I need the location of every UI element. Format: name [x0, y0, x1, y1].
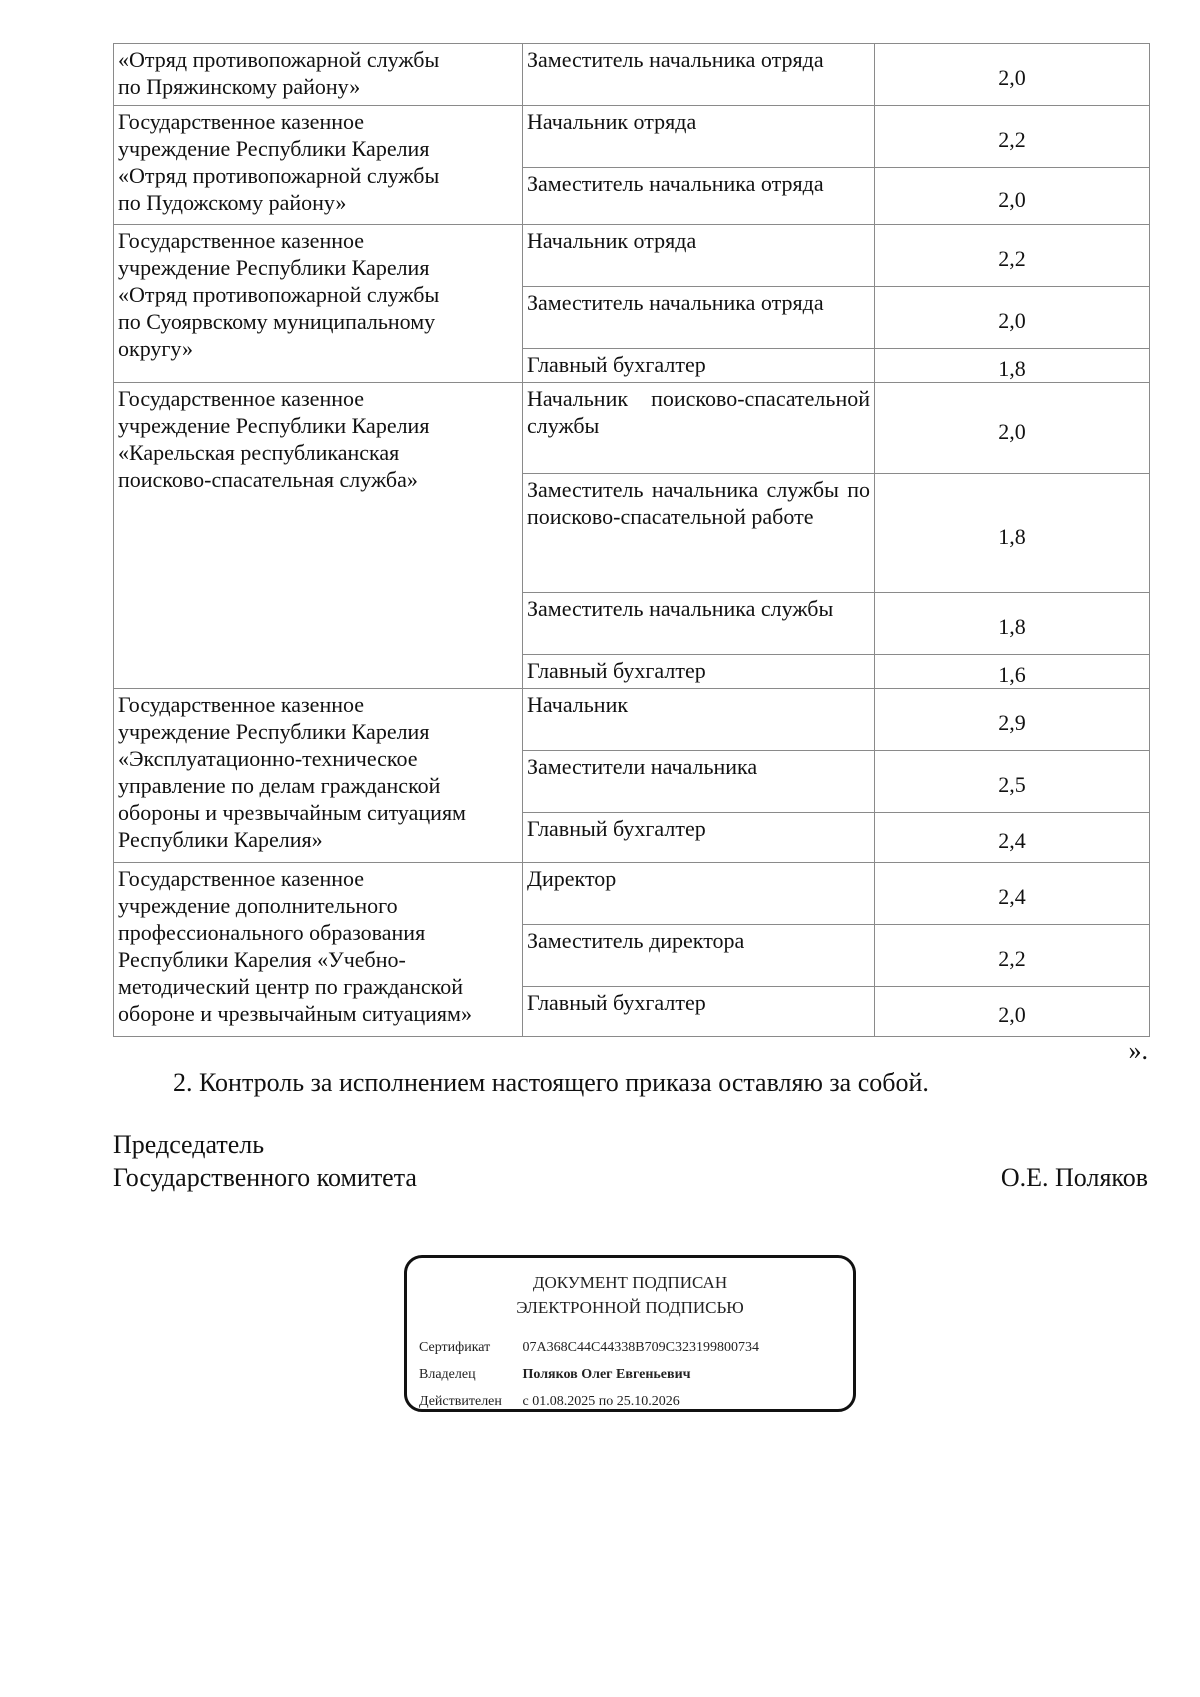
- coefficient-cell: 1,8: [875, 593, 1150, 655]
- table-row: [114, 44, 1150, 106]
- coefficient-cell: 2,4: [875, 813, 1150, 863]
- organization-cell: Государственное казенное учреждение Республики Карелия «Карельская республиканская поисково-спасательная служба»: [114, 383, 523, 689]
- coefficient-cell: 2,0: [875, 287, 1150, 349]
- coefficient-cell: 2,9: [875, 689, 1150, 751]
- coefficient-cell: 2,5: [875, 751, 1150, 813]
- validity-label: Действителен: [419, 1394, 502, 1409]
- stamp-certificate-row: [419, 1334, 853, 1361]
- organization-cell: Государственное казенное учреждение Республики Карелия «Эксплуатационно-техническое управление по делам гражданской обороны и чрезвычайным ситуациям Республики Карелия»: [114, 689, 523, 863]
- electronic-signature-stamp: [404, 1255, 856, 1412]
- table-row: [114, 106, 1150, 168]
- position-cell: Заместитель начальника отряда: [523, 287, 875, 349]
- position-cell: Заместитель директора: [523, 925, 875, 987]
- stamp-details: [419, 1334, 853, 1415]
- table-row: [114, 863, 1150, 925]
- position-cell: Главный бухгалтер: [523, 813, 875, 863]
- certificate-label: Сертификат: [419, 1340, 491, 1355]
- position-cell: Начальник: [523, 689, 875, 751]
- owner-value: Поляков Олег Евгеньевич: [522, 1367, 691, 1382]
- position-cell: Главный бухгалтер: [523, 987, 875, 1037]
- position-cell: Начальник отряда: [523, 225, 875, 287]
- validity-value: с 01.08.2025 по 25.10.2026: [522, 1394, 680, 1409]
- coefficient-cell: 1,8: [875, 474, 1150, 593]
- organization-cell: Государственное казенное учреждение Республики Карелия «Отряд противопожарной службы по Суоярвскому муниципальному округу»: [114, 225, 523, 383]
- table-row: [114, 383, 1150, 474]
- organization-cell: Государственное казенное учреждение Республики Карелия «Отряд противопожарной службы по Пудожскому району»: [114, 106, 523, 225]
- position-cell: Директор: [523, 863, 875, 925]
- stamp-header: [407, 1270, 853, 1320]
- signatory-title-line2: Государственного комитета: [113, 1163, 417, 1192]
- signatory-title-line1: Председатель: [113, 1130, 265, 1159]
- organization-cell: «Отряд противопожарной службы по Пряжинскому району»: [114, 44, 523, 106]
- coefficient-cell: 2,0: [875, 383, 1150, 474]
- signatory-title: [113, 1128, 417, 1194]
- coefficient-cell: 2,2: [875, 925, 1150, 987]
- table-row: [114, 689, 1150, 751]
- coefficient-cell: 2,0: [875, 168, 1150, 225]
- coefficient-cell: 2,4: [875, 863, 1150, 925]
- signatory-name: О.Е. Поляков: [1000, 1163, 1148, 1192]
- coefficient-cell: 1,8: [875, 349, 1150, 383]
- position-cell: Главный бухгалтер: [523, 655, 875, 689]
- position-cell: Заместитель начальника отряда: [523, 44, 875, 106]
- position-cell: Заместители начальника: [523, 751, 875, 813]
- position-cell: Начальник отряда: [523, 106, 875, 168]
- stamp-header-line1: ДОКУМЕНТ ПОДПИСАН: [532, 1273, 728, 1292]
- stamp-validity-row: [419, 1388, 853, 1415]
- coefficient-cell: 2,0: [875, 44, 1150, 106]
- position-cell: Заместитель начальника отряда: [523, 168, 875, 225]
- coefficient-cell: 2,2: [875, 225, 1150, 287]
- coefficient-cell: 2,2: [875, 106, 1150, 168]
- closing-quote: ».: [1128, 1036, 1148, 1065]
- coefficient-table: [113, 43, 1150, 1037]
- coefficient-cell: 2,0: [875, 987, 1150, 1037]
- position-cell: Начальник поисково-спасательной службы: [523, 383, 875, 474]
- stamp-owner-row: [419, 1361, 853, 1388]
- position-cell: Главный бухгалтер: [523, 349, 875, 383]
- paragraph-2: 2. Контроль за исполнением настоящего приказа оставляю за собой.: [173, 1068, 929, 1097]
- position-cell: Заместитель начальника службы: [523, 593, 875, 655]
- stamp-header-line2: ЭЛЕКТРОННОЙ ПОДПИСЬЮ: [516, 1298, 744, 1317]
- organization-cell: Государственное казенное учреждение дополнительного профессионального образования Республики Карелия «Учебно- методический центр по гражданской обороне и чрезвычайным ситуациям»: [114, 863, 523, 1037]
- table-row: [114, 225, 1150, 287]
- certificate-value: 07A368C44C44338B709C323199800734: [522, 1340, 759, 1355]
- position-cell: Заместитель начальника службы по поисково-спасательной работе: [523, 474, 875, 593]
- coefficient-cell: 1,6: [875, 655, 1150, 689]
- owner-label: Владелец: [419, 1367, 476, 1382]
